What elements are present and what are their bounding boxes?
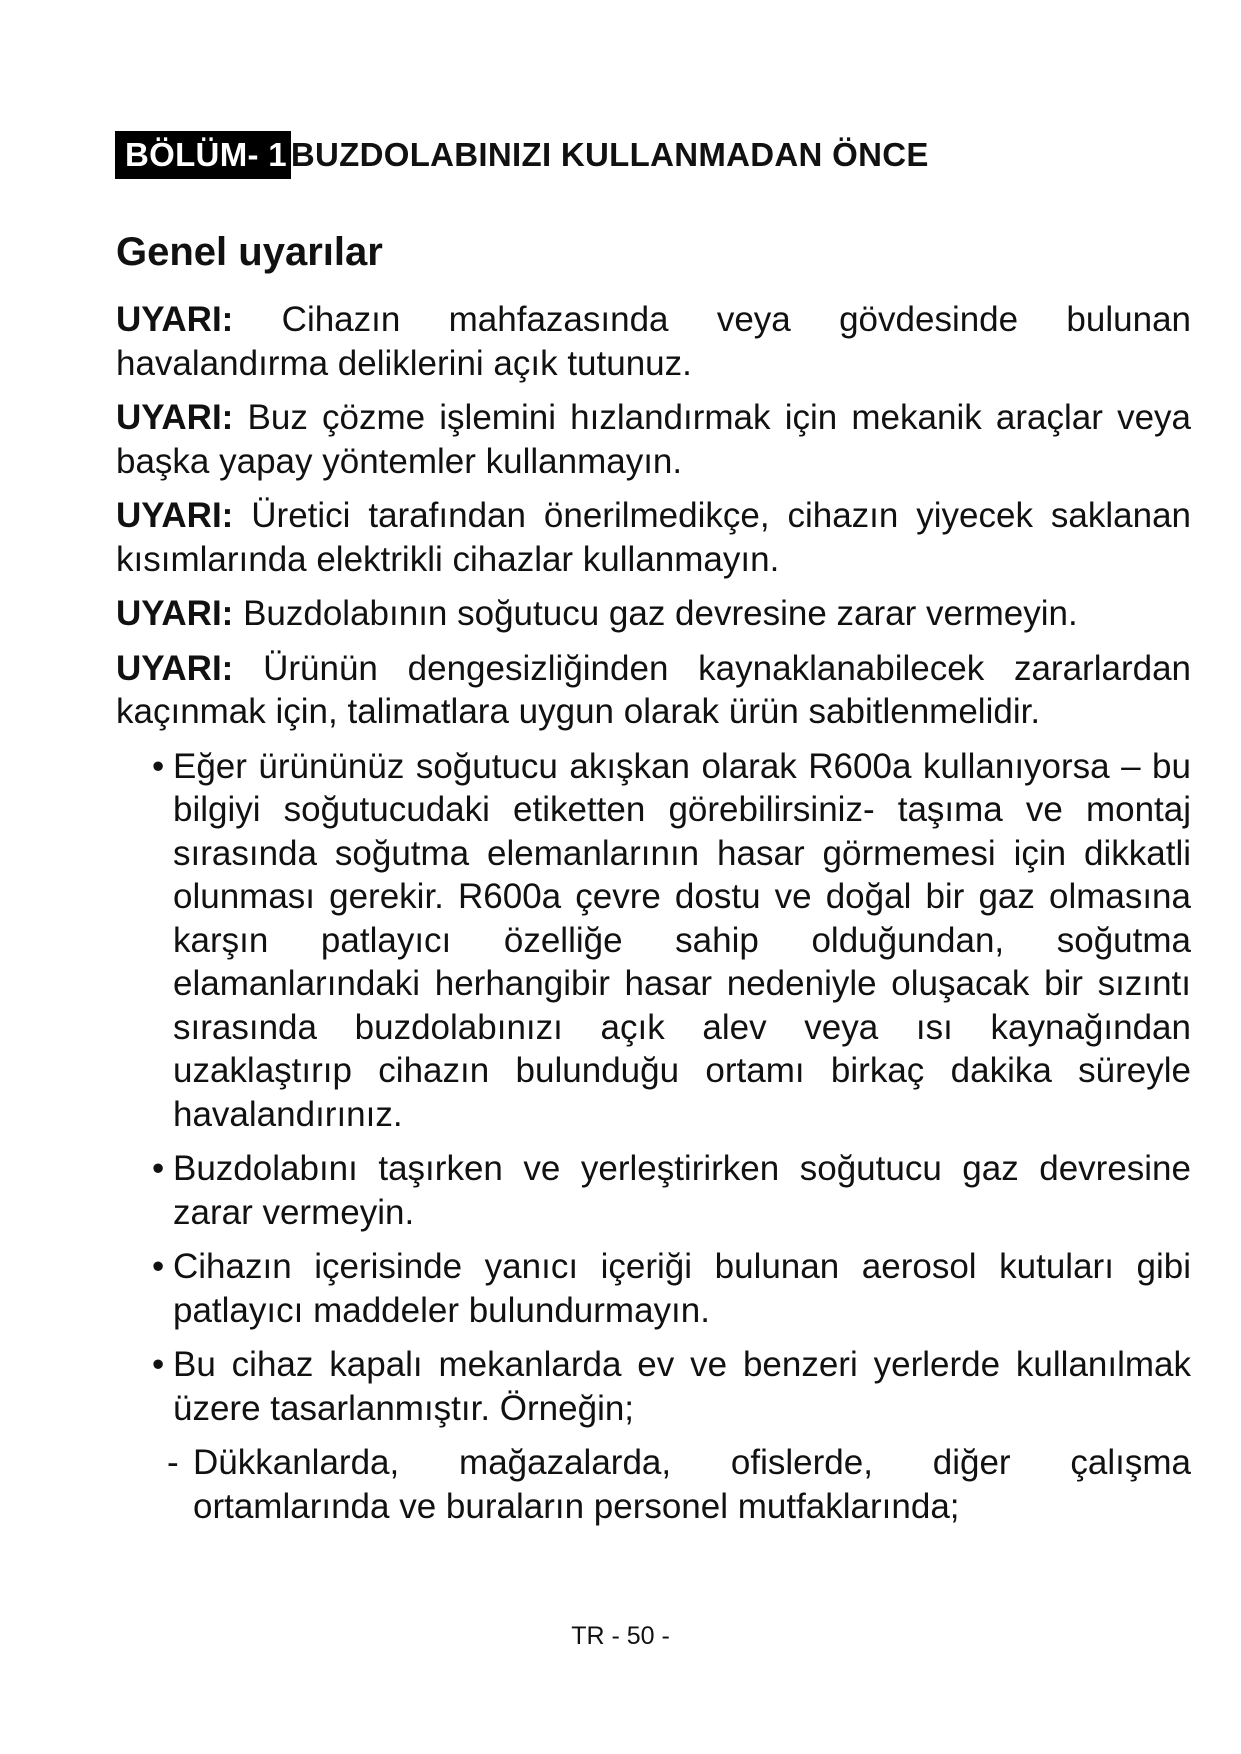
dash-marker: - (167, 1443, 179, 1482)
chapter-badge: BÖLÜM- 1 (115, 131, 291, 179)
bullet-text: Bu cihaz kapalı mekanlarda ev ve benzeri yerlerde kullanılmak üzere tasarlanmıştır. Örneğin; (173, 1345, 1191, 1428)
warning-text: Üretici tarafından önerilmedikçe, cihazın yiyecek saklanan kısımlarında elektrikli cihazlar kullanmayın. (116, 496, 1191, 579)
warning-text: Buz çözme işlemini hızlandırmak için mekanik araçlar veya başka yapay yöntemler kullanmayın. (116, 398, 1191, 481)
body-text (116, 298, 1191, 1528)
bullet-item (152, 1147, 1191, 1234)
section-title: Genel uyarılar (116, 230, 383, 274)
warning-paragraph (116, 396, 1191, 483)
bullet-text: Buzdolabını taşırken ve yerleştirirken soğutucu gaz devresine zarar vermeyin. (173, 1149, 1191, 1232)
warning-label: UYARI: (116, 496, 234, 535)
warning-paragraph (116, 647, 1191, 734)
bullet-item (152, 745, 1191, 1137)
bullet-list (116, 745, 1191, 1431)
chapter-title: BUZDOLABINIZI KULLANMADAN ÖNCE (290, 136, 929, 173)
bullet-marker: • (152, 1149, 165, 1188)
warning-paragraph (116, 494, 1191, 581)
chapter-header (115, 131, 929, 179)
warning-text: Buzdolabının soğutucu gaz devresine zarar vermeyin. (233, 594, 1078, 633)
bullet-item (152, 1343, 1191, 1430)
bullet-marker: • (152, 1247, 165, 1286)
bullet-marker: • (152, 746, 165, 786)
sub-list-item (167, 1441, 1191, 1528)
warning-paragraph (116, 298, 1191, 385)
warning-paragraph (116, 592, 1191, 636)
page-number: TR - 50 - (571, 1622, 670, 1650)
warning-label: UYARI: (116, 300, 234, 339)
sub-item-text: Dükkanlarda, mağazalarda, ofislerde, diğer çalışma ortamlarında ve buraların personel mutfaklarında; (193, 1443, 1191, 1526)
warning-label: UYARI: (116, 648, 234, 688)
warning-text: Ürünün dengesizliğinden kaynaklanabilecek zararlardan kaçınmak için, talimatlara uygun olarak ürün sabitlenmelidir. (116, 648, 1191, 731)
warning-label: UYARI: (116, 594, 234, 633)
warning-text: Cihazın mahfazasında veya gövdesinde bulunan havalandırma deliklerini açık tutunuz. (116, 300, 1191, 383)
bullet-text: Eğer ürününüz soğutucu akışkan olarak R600a kullanıyorsa – bu bilgiyi soğutucudaki etiketten görebilirsiniz- taşıma ve montaj sırasında soğutma elemanlarının hasar görmemesi için dikkatli olunması gerekir. R600a çevre dostu ve doğal bir gaz olmasına karşın patlayıcı özelliğe sahip olduğundan, soğutma elamanlarındaki herhangibir hasar nedeniyle oluşacak bir sızıntı sırasında buzdolabınızı açık alev veya ısı kaynağından uzaklaştırıp cihazın bulunduğu ortamı birkaç dakika süreyle havalandırınız. (173, 746, 1191, 1134)
bullet-marker: • (152, 1345, 165, 1384)
bullet-text: Cihazın içerisinde yanıcı içeriği bulunan aerosol kutuları gibi patlayıcı maddeler bulundurmayın. (173, 1247, 1191, 1330)
warning-label: UYARI: (116, 398, 234, 437)
bullet-item (152, 1245, 1191, 1332)
